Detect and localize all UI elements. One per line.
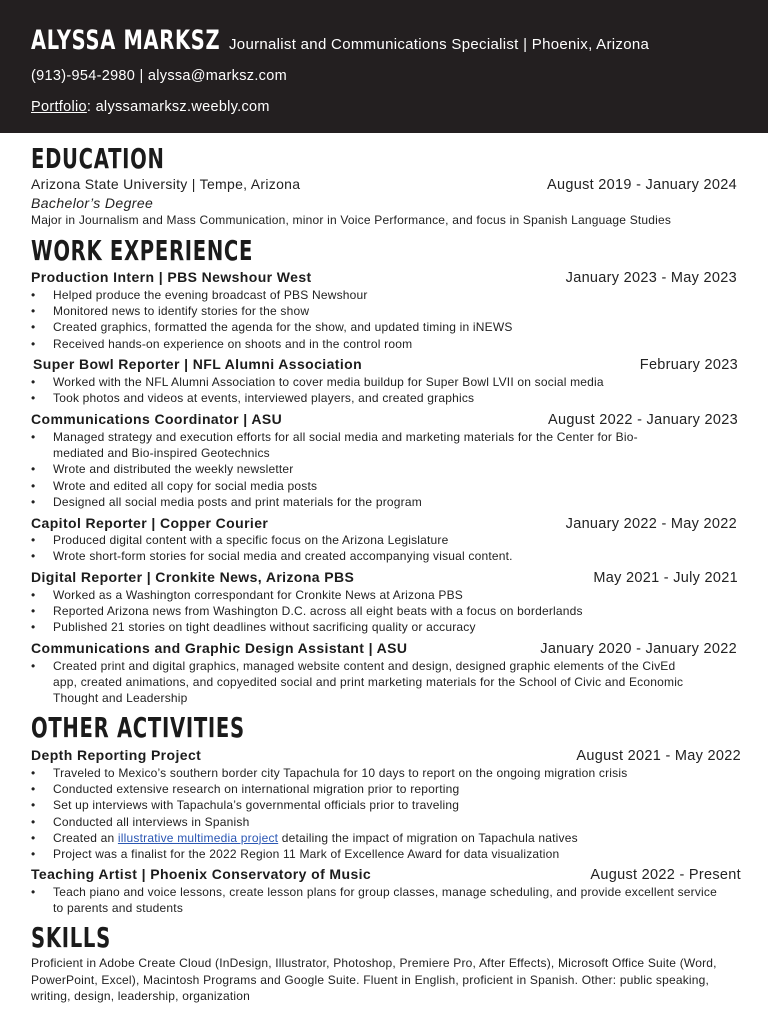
skills-heading: SKILLS: [31, 921, 111, 954]
job-bullets: [31, 658, 683, 707]
job-header: [31, 640, 737, 657]
tagline: Journalist and Communications Specialist | Phoenix, Arizona: [229, 36, 650, 53]
link-bullet-prefix: Created an: [53, 830, 118, 845]
job-bullets: [31, 429, 638, 510]
work-heading: WORK EXPERIENCE: [31, 234, 254, 267]
link-bullet-suffix: detailing the impact of migration on Tapachula natives: [278, 830, 578, 845]
activity-dates: August 2021 - May 2022: [576, 748, 741, 764]
job-dates: January 2020 - January 2022: [540, 641, 737, 657]
education-details: Major in Journalism and Mass Communication, minor in Voice Performance, and focus in Spanish Language Studies: [31, 213, 672, 227]
job-title: Communications and Graphic Design Assistant | ASU: [31, 640, 408, 656]
job-title: Capitol Reporter | Copper Courier: [31, 515, 269, 531]
bullet-continuation: mediated and Bio-inspired Geotechnics: [53, 446, 270, 461]
job-header: [31, 269, 737, 286]
job-title: Super Bowl Reporter | NFL Alumni Association: [33, 356, 363, 372]
job-dates: January 2022 - May 2022: [565, 516, 737, 532]
education-row: [31, 176, 737, 193]
job-title: Digital Reporter | Cronkite News, Arizona PBS: [31, 569, 355, 585]
bullet-item: • Monitored news to identify stories for the show: [31, 303, 513, 319]
bullet-item: • Project was a finalist for the 2022 Region 11 Mark of Excellence Award for data visualization: [31, 846, 627, 862]
bullet-item: • Helped produce the evening broadcast of PBS Newshour: [31, 287, 513, 303]
job-dates: August 2022 - January 2023: [548, 412, 738, 428]
bullet-item: • Took photos and videos at events, interviewed players, and created graphics: [31, 390, 604, 406]
bullet-continuation: app, created animations, and copyedited social and print marketing materials for the School of Civic and Economic: [53, 675, 684, 690]
bullet-item: • Wrote short-form stories for social media and created accompanying visual content.: [31, 548, 513, 564]
job-title: Communications Coordinator | ASU: [31, 411, 283, 427]
bullet-item: • Published 21 stories on tight deadlines without sacrificing quality or accuracy: [31, 619, 583, 635]
activity-title: Teaching Artist | Phoenix Conservatory of Music: [31, 866, 372, 882]
activity-bullets: [31, 765, 627, 862]
degree: Bachelor’s Degree: [31, 195, 154, 211]
activity-header: [31, 866, 741, 883]
bullet-item: • Managed strategy and execution efforts for all social media and marketing materials for the Center for Bio-: [31, 429, 638, 445]
activities-heading: OTHER ACTIVITIES: [31, 711, 245, 744]
activity-title: Depth Reporting Project: [31, 747, 202, 763]
bullet-item: • Conducted extensive research on international migration prior to reporting: [31, 781, 627, 797]
person-name: ALYSSA MARKSZ: [31, 25, 221, 56]
bullet-item: • Set up interviews with Tapachula’s governmental officials prior to traveling: [31, 797, 627, 813]
bullet-item: • Conducted all interviews in Spanish: [31, 814, 627, 830]
skills-text: Proficient in Adobe Create Cloud (InDesign, Illustrator, Photoshop, Premiere Pro, After Effects), Microsoft Office Suite (Word, PowerPoint, Excel), Macintosh Programs and Google Suite. Fluent in English, proficient in Spanish. Other: public speaking, writing, design, leadership, organization: [31, 956, 717, 1003]
job-header: [31, 411, 738, 428]
portfolio-line: [31, 99, 270, 115]
education-heading: EDUCATION: [31, 142, 165, 175]
bullet-item-with-link: [31, 830, 627, 846]
job-header: [31, 569, 738, 586]
job-bullets: [31, 287, 513, 352]
portfolio-url: : alyssamarksz.weebly.com: [86, 99, 270, 115]
job-bullets: [31, 587, 583, 636]
activity-bullets: [31, 884, 717, 916]
bullet-item: • Received hands-on experience on shoots and in the control room: [31, 336, 513, 352]
bullet-item: • Worked as a Washington correspondant for Cronkite News at Arizona PBS: [31, 587, 583, 603]
activity-dates: August 2022 - Present: [590, 867, 741, 883]
multimedia-project-link[interactable]: illustrative multimedia project: [117, 830, 279, 845]
job-dates: May 2021 - July 2021: [593, 570, 738, 586]
bullet-item: • Designed all social media posts and print materials for the program: [31, 494, 638, 510]
bullet-item: • Wrote and distributed the weekly newsletter: [31, 461, 638, 477]
education-dates: August 2019 - January 2024: [547, 177, 737, 193]
job-header: [31, 515, 737, 532]
job-title: Production Intern | PBS Newshour West: [31, 269, 312, 285]
job-dates: February 2023: [639, 357, 738, 373]
bullet-item: • Worked with the NFL Alumni Association to cover media buildup for Super Bowl LVII on social media: [31, 374, 604, 390]
activity-header: [31, 747, 741, 764]
job-bullets: [31, 532, 513, 564]
header-banner: [0, 0, 768, 133]
contact-info: (913)-954-2980 | alyssa@marksz.com: [31, 68, 287, 84]
school-name: Arizona State University | Tempe, Arizona: [31, 176, 301, 192]
bullet-item: • Created print and digital graphics, managed website content and design, designed graphic elements of the CivEd: [31, 658, 683, 674]
job-header: [33, 356, 738, 373]
bullet-item: • Teach piano and voice lessons, create lesson plans for group classes, manage scheduling, and provide excellent service: [31, 884, 717, 900]
bullet-item: • Created graphics, formatted the agenda for the show, and updated timing in iNEWS: [31, 319, 513, 335]
bullet-continuation: to parents and students: [53, 901, 184, 916]
bullet-item: • Reported Arizona news from Washington D.C. across all eight beats with a focus on borderlands: [31, 603, 583, 619]
portfolio-link[interactable]: Portfolio: [31, 99, 87, 115]
job-dates: January 2023 - May 2023: [565, 270, 737, 286]
bullet-continuation: Thought and Leadership: [53, 691, 188, 706]
bullet-item: • Traveled to Mexico’s southern border city Tapachula for 10 days to report on the ongoing migration crisis: [31, 765, 627, 781]
bullet-item: • Wrote and edited all copy for social media posts: [31, 478, 638, 494]
bullet-item: • Produced digital content with a specific focus on the Arizona Legislature: [31, 532, 513, 548]
job-bullets: [31, 374, 604, 406]
